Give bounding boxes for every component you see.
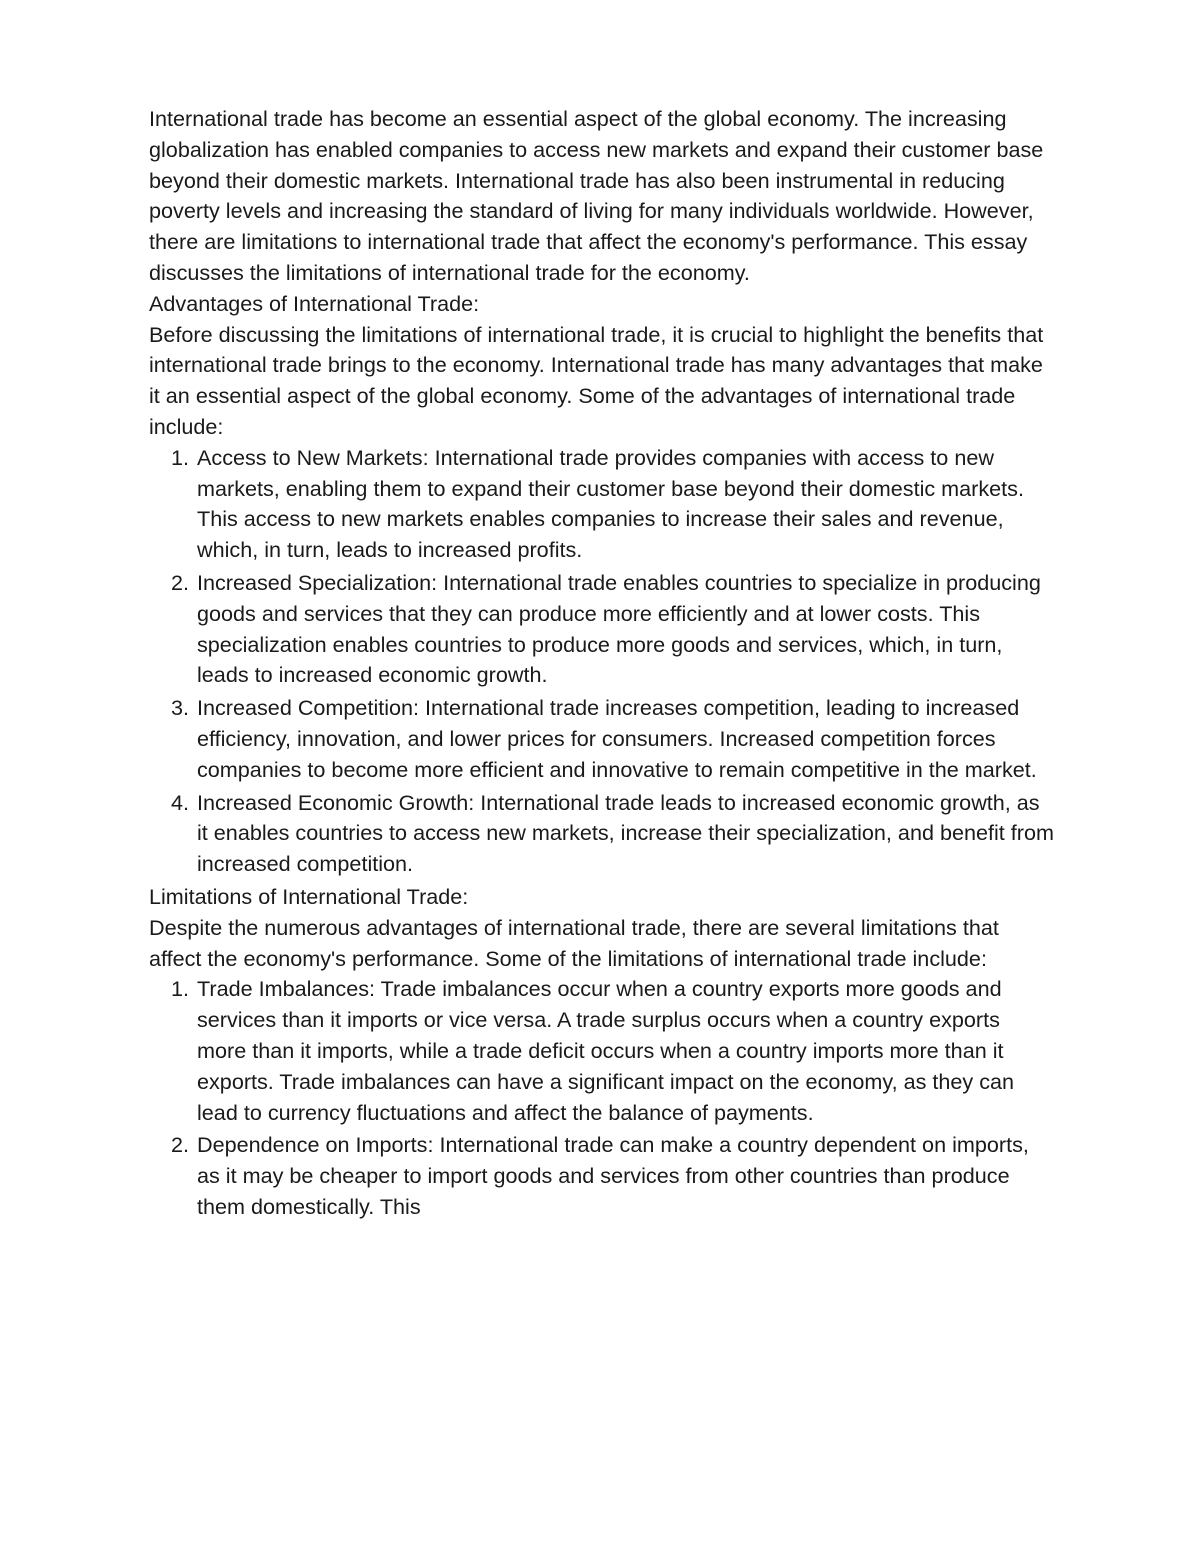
list-item: 4. Increased Economic Growth: International trade leads to increased economic growth, as it enables countries to access new markets, increase their specialization, and benefit from increased competition. [195,788,1055,880]
advantages-heading: Advantages of International Trade: [149,290,480,316]
advantages-intro-paragraph: Before discussing the limitations of international trade, it is crucial to highlight the benefits that international trade brings to the economy. International trade has many advantages that make it an essential aspect of the global economy. Some of the advantages of international trade include: [149,321,1044,439]
limitations-intro-paragraph: Despite the numerous advantages of international trade, there are several limitations that affect the economy's performance. Some of the limitations of international trade include: [149,914,999,971]
document-body [149,104,1055,1225]
list-item: 1. Trade Imbalances: Trade imbalances occur when a country exports more goods and services than it imports or vice versa. A trade surplus occurs when a country exports more than it imports, while a trade deficit occurs when a country imports more than it exports. Trade imbalances can have a significant impact on the economy, as they can lead to currency fluctuations and affect the balance of payments. [195,974,1055,1128]
list-item: 2. Dependence on Imports: International trade can make a country dependent on imports, as it may be cheaper to import goods and services from other countries than produce them domestically. This [195,1130,1055,1222]
limitations-list [149,974,1055,1222]
list-item: 3. Increased Competition: International trade increases competition, leading to increased efficiency, innovation, and lower prices for consumers. Increased competition forces companies to become more efficient and innovative to remain competitive in the market. [195,693,1055,785]
advantages-list [149,443,1055,880]
intro-paragraph: International trade has become an essential aspect of the global economy. The increasing globalization has enabled companies to access new markets and expand their customer base beyond their domestic markets. International trade has also been instrumental in reducing poverty levels and increasing the standard of living for many individuals worldwide. However, there are limitations to international trade that affect the economy's performance. This essay discusses the limitations of international trade for the economy. [149,106,1044,285]
list-item: 2. Increased Specialization: International trade enables countries to specialize in producing goods and services that they can produce more efficiently and at lower costs. This specialization enables countries to produce more goods and services, which, in turn, leads to increased economic growth. [195,568,1055,691]
limitations-heading: Limitations of International Trade: [149,883,469,909]
list-item: 1. Access to New Markets: International trade provides companies with access to new markets, enabling them to expand their customer base beyond their domestic markets. This access to new markets enables companies to increase their sales and revenue, which, in turn, leads to increased profits. [195,443,1055,566]
